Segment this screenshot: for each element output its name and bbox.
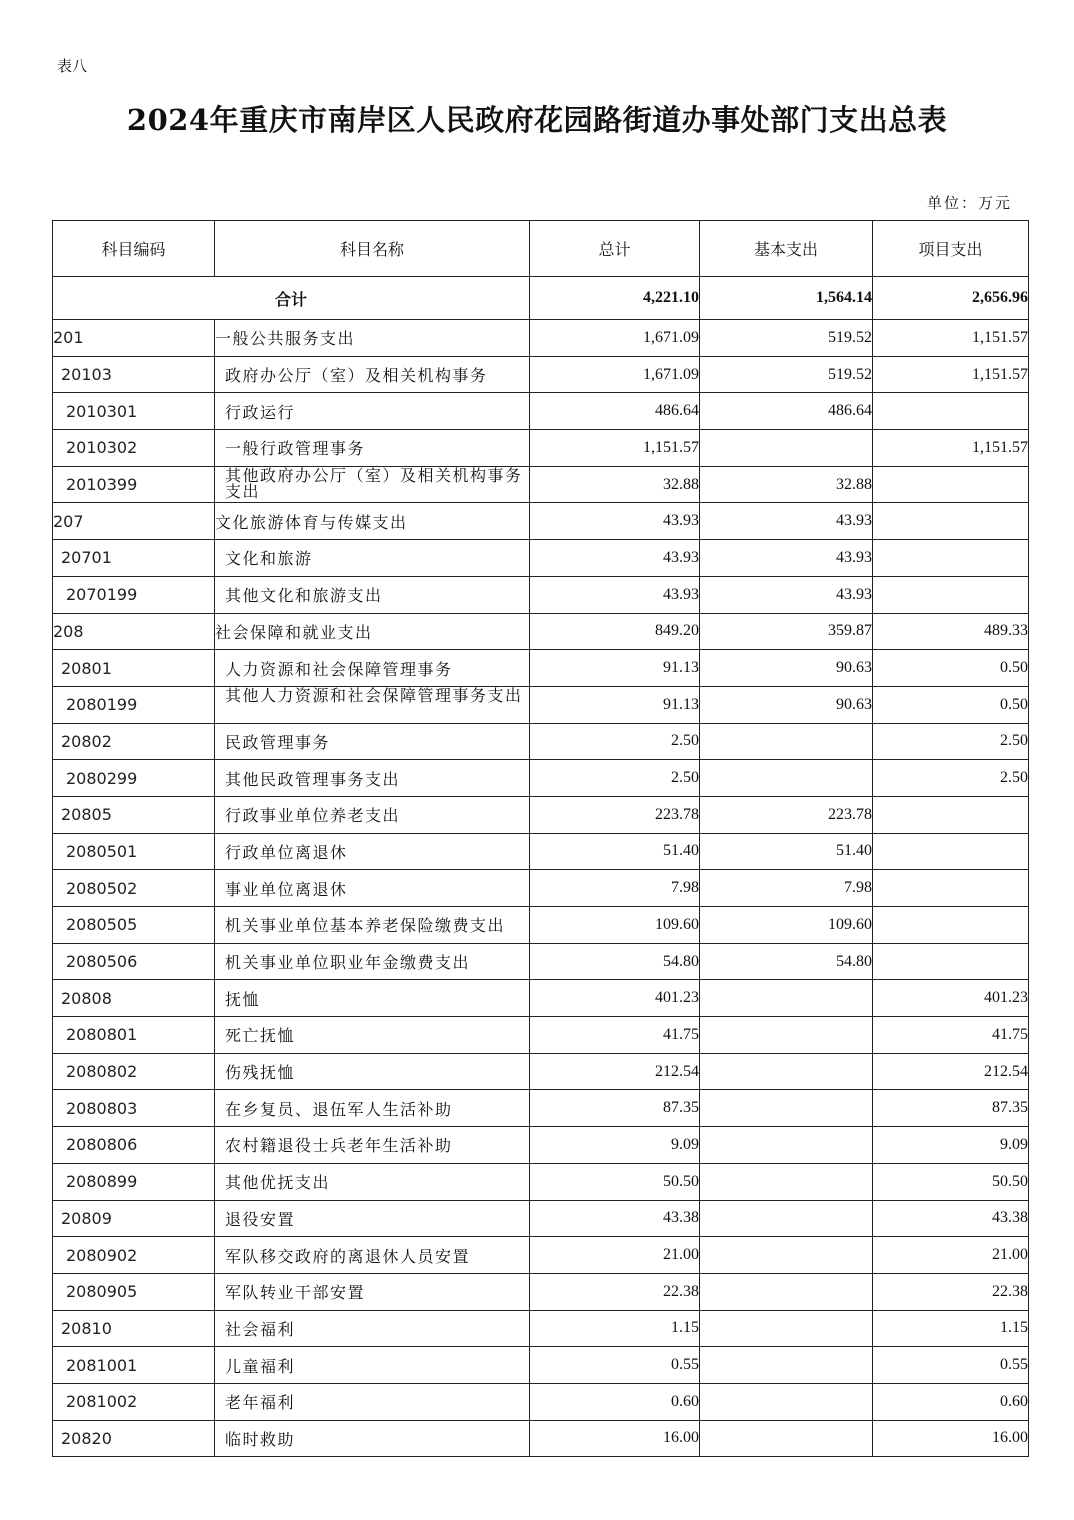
- row-code: 2080501: [53, 833, 215, 870]
- row-total: 50.50: [530, 1163, 700, 1200]
- row-code: 20820: [53, 1420, 215, 1457]
- row-project: 0.55: [873, 1347, 1029, 1384]
- table-row: [53, 1163, 1029, 1200]
- total-project: 2,656.96: [873, 277, 1029, 320]
- table-row: [53, 393, 1029, 430]
- row-name: [215, 503, 530, 540]
- row-code: 2081001: [53, 1347, 215, 1384]
- table-row: [53, 980, 1029, 1017]
- row-name-text: 社会保障和就业支出: [215, 622, 373, 642]
- row-total: 2.50: [530, 723, 700, 760]
- row-project: 1.15: [873, 1310, 1029, 1347]
- row-name-text: 军队转业干部安置: [225, 1283, 366, 1303]
- row-name: [215, 650, 530, 687]
- row-code: 20808: [53, 980, 215, 1017]
- row-code: 2080902: [53, 1237, 215, 1274]
- table-row: [53, 1420, 1029, 1457]
- row-basic: [700, 430, 873, 467]
- row-total: 43.38: [530, 1200, 700, 1237]
- row-project: 87.35: [873, 1090, 1029, 1127]
- row-code: 20701: [53, 540, 215, 577]
- row-code: 2010399: [53, 466, 215, 503]
- row-name: [215, 1347, 530, 1384]
- row-name: [215, 1310, 530, 1347]
- row-total: 91.13: [530, 686, 700, 723]
- total-basic: 1,564.14: [700, 277, 873, 320]
- row-name-text: 伤残抚恤: [225, 1063, 296, 1083]
- table-row: [53, 1273, 1029, 1310]
- row-name-text: 儿童福利: [225, 1356, 296, 1376]
- row-project: [873, 503, 1029, 540]
- row-name-text: 政府办公厅（室）及相关机构事务: [225, 366, 488, 386]
- row-project: [873, 540, 1029, 577]
- row-project: [873, 796, 1029, 833]
- row-code: 2070199: [53, 576, 215, 613]
- table-row: [53, 833, 1029, 870]
- row-name-text: 农村籍退役士兵老年生活补助: [225, 1136, 453, 1156]
- row-name-text: 一般公共服务支出: [215, 329, 356, 349]
- row-project: [873, 943, 1029, 980]
- row-name-text: 文化旅游体育与传媒支出: [215, 512, 408, 532]
- table-row: [53, 1237, 1029, 1274]
- row-basic: 43.93: [700, 503, 873, 540]
- table-row: [53, 796, 1029, 833]
- row-total: 21.00: [530, 1237, 700, 1274]
- total-row: [53, 277, 1029, 320]
- row-code: 2080506: [53, 943, 215, 980]
- table-row: [53, 1200, 1029, 1237]
- row-name-text: 事业单位离退休: [225, 879, 348, 899]
- expenditure-table: [52, 220, 1029, 1457]
- row-name-text: 人力资源和社会保障管理事务: [225, 659, 453, 679]
- row-basic: 223.78: [700, 796, 873, 833]
- row-total: 43.93: [530, 576, 700, 613]
- row-basic: [700, 980, 873, 1017]
- table-row: [53, 723, 1029, 760]
- row-basic: 486.64: [700, 393, 873, 430]
- row-basic: [700, 1127, 873, 1164]
- row-name-text: 机关事业单位基本养老保险缴费支出: [225, 916, 506, 936]
- table-row: [53, 1383, 1029, 1420]
- row-basic: 359.87: [700, 613, 873, 650]
- row-project: 41.75: [873, 1017, 1029, 1054]
- row-name: [215, 540, 530, 577]
- row-total: 0.60: [530, 1383, 700, 1420]
- row-code: 2080803: [53, 1090, 215, 1127]
- row-basic: [700, 1420, 873, 1457]
- row-name-text: 死亡抚恤: [225, 1026, 296, 1046]
- row-name: [215, 943, 530, 980]
- header-name: 科目名称: [215, 221, 530, 277]
- table-row: [53, 466, 1029, 503]
- table-row: [53, 430, 1029, 467]
- row-code: 20810: [53, 1310, 215, 1347]
- row-total: 212.54: [530, 1053, 700, 1090]
- row-name-text: 退役安置: [225, 1209, 296, 1229]
- row-basic: 43.93: [700, 576, 873, 613]
- row-name-text: 其他政府办公厅（室）及相关机构事务支出: [225, 466, 523, 501]
- row-name: [215, 613, 530, 650]
- row-name-text: 其他优抚支出: [225, 1173, 331, 1193]
- row-project: 50.50: [873, 1163, 1029, 1200]
- row-basic: [700, 1237, 873, 1274]
- table-row: [53, 576, 1029, 613]
- row-code: 20805: [53, 796, 215, 833]
- row-code: 2080505: [53, 907, 215, 944]
- row-total: 51.40: [530, 833, 700, 870]
- table-row: [53, 540, 1029, 577]
- row-total: 1,671.09: [530, 320, 700, 357]
- row-name-text: 行政运行: [225, 402, 296, 422]
- row-basic: [700, 723, 873, 760]
- unit-label: 单位：万元: [927, 194, 1013, 212]
- row-name: [215, 1163, 530, 1200]
- row-name-text: 行政事业单位养老支出: [225, 806, 401, 826]
- row-total: 401.23: [530, 980, 700, 1017]
- row-name: [215, 796, 530, 833]
- row-project: 16.00: [873, 1420, 1029, 1457]
- row-total: 7.98: [530, 870, 700, 907]
- row-name: [215, 1237, 530, 1274]
- row-total: 32.88: [530, 466, 700, 503]
- row-code: 2080199: [53, 686, 215, 723]
- row-name: [215, 576, 530, 613]
- row-name: [215, 1420, 530, 1457]
- row-basic: [700, 760, 873, 797]
- row-name-text: 民政管理事务: [225, 732, 331, 752]
- row-total: 54.80: [530, 943, 700, 980]
- table-row: [53, 1053, 1029, 1090]
- row-name: [215, 1127, 530, 1164]
- row-code: 2010302: [53, 430, 215, 467]
- row-basic: 519.52: [700, 320, 873, 357]
- table-row: [53, 1347, 1029, 1384]
- row-code: 2080802: [53, 1053, 215, 1090]
- row-code: 2080801: [53, 1017, 215, 1054]
- row-project: 22.38: [873, 1273, 1029, 1310]
- row-name: [215, 430, 530, 467]
- table-row: [53, 503, 1029, 540]
- table-row: [53, 650, 1029, 687]
- row-basic: [700, 1053, 873, 1090]
- row-project: [873, 393, 1029, 430]
- row-total: 16.00: [530, 1420, 700, 1457]
- table-row: [53, 1310, 1029, 1347]
- row-total: 486.64: [530, 393, 700, 430]
- row-total: 9.09: [530, 1127, 700, 1164]
- row-basic: [700, 1090, 873, 1127]
- row-project: [873, 907, 1029, 944]
- row-project: 1,151.57: [873, 320, 1029, 357]
- table-row: [53, 1127, 1029, 1164]
- row-name-text: 临时救助: [225, 1429, 296, 1449]
- row-project: 2.50: [873, 723, 1029, 760]
- row-basic: 90.63: [700, 686, 873, 723]
- row-code: 2010301: [53, 393, 215, 430]
- row-name: [215, 393, 530, 430]
- row-name: [215, 1273, 530, 1310]
- row-project: [873, 870, 1029, 907]
- row-project: 1,151.57: [873, 356, 1029, 393]
- row-name: [215, 1017, 530, 1054]
- row-basic: [700, 1310, 873, 1347]
- row-project: 0.50: [873, 650, 1029, 687]
- total-label: 合计: [53, 277, 530, 320]
- row-basic: 54.80: [700, 943, 873, 980]
- row-basic: [700, 1200, 873, 1237]
- row-code: 208: [53, 613, 215, 650]
- row-project: 43.38: [873, 1200, 1029, 1237]
- header-total: 总计: [530, 221, 700, 277]
- row-project: 0.50: [873, 686, 1029, 723]
- row-name-text: 军队移交政府的离退休人员安置: [225, 1246, 471, 1266]
- row-project: 21.00: [873, 1237, 1029, 1274]
- row-total: 1,671.09: [530, 356, 700, 393]
- row-code: 2081002: [53, 1383, 215, 1420]
- row-name: [215, 1053, 530, 1090]
- row-name: [215, 1200, 530, 1237]
- row-project: 401.23: [873, 980, 1029, 1017]
- row-name: [215, 723, 530, 760]
- row-name-text: 机关事业单位职业年金缴费支出: [225, 953, 471, 973]
- row-basic: 90.63: [700, 650, 873, 687]
- table-row: [53, 356, 1029, 393]
- row-basic: 43.93: [700, 540, 873, 577]
- header-code: 科目编码: [53, 221, 215, 277]
- row-basic: [700, 1163, 873, 1200]
- row-name-text: 行政单位离退休: [225, 842, 348, 862]
- table-row: [53, 320, 1029, 357]
- row-total: 22.38: [530, 1273, 700, 1310]
- row-basic: 7.98: [700, 870, 873, 907]
- row-name: [215, 907, 530, 944]
- row-name: [215, 870, 530, 907]
- row-name-text: 其他民政管理事务支出: [225, 769, 401, 789]
- sheet-label: 表八: [57, 57, 88, 75]
- header-project: 项目支出: [873, 221, 1029, 277]
- row-project: 2.50: [873, 760, 1029, 797]
- row-name: [215, 1383, 530, 1420]
- row-name: [215, 686, 530, 723]
- row-code: 20802: [53, 723, 215, 760]
- row-project: 9.09: [873, 1127, 1029, 1164]
- table-row: [53, 1017, 1029, 1054]
- row-name: [215, 356, 530, 393]
- row-project: 489.33: [873, 613, 1029, 650]
- row-name: [215, 466, 530, 503]
- row-basic: [700, 1017, 873, 1054]
- row-name: [215, 1090, 530, 1127]
- row-total: 223.78: [530, 796, 700, 833]
- table-row: [53, 907, 1029, 944]
- total-amount: 4,221.10: [530, 277, 700, 320]
- row-project: 1,151.57: [873, 430, 1029, 467]
- table-row: [53, 686, 1029, 723]
- row-code: 201: [53, 320, 215, 357]
- row-name-text: 在乡复员、退伍军人生活补助: [225, 1099, 453, 1119]
- row-code: 2080299: [53, 760, 215, 797]
- row-basic: [700, 1273, 873, 1310]
- row-total: 849.20: [530, 613, 700, 650]
- row-name: [215, 833, 530, 870]
- row-name-text: 其他文化和旅游支出: [225, 586, 383, 606]
- table-row: [53, 1090, 1029, 1127]
- row-project: [873, 466, 1029, 503]
- row-basic: 519.52: [700, 356, 873, 393]
- row-code: 207: [53, 503, 215, 540]
- header-basic: 基本支出: [700, 221, 873, 277]
- row-total: 41.75: [530, 1017, 700, 1054]
- row-name: [215, 980, 530, 1017]
- table-row: [53, 613, 1029, 650]
- row-name: [215, 320, 530, 357]
- row-name-text: 抚恤: [225, 989, 261, 1009]
- row-name-text: 文化和旅游: [225, 549, 313, 569]
- row-total: 43.93: [530, 503, 700, 540]
- row-code: 20801: [53, 650, 215, 687]
- row-basic: [700, 1383, 873, 1420]
- row-total: 1,151.57: [530, 430, 700, 467]
- row-total: 109.60: [530, 907, 700, 944]
- table-row: [53, 870, 1029, 907]
- row-code: 2080905: [53, 1273, 215, 1310]
- row-project: [873, 576, 1029, 613]
- row-basic: 51.40: [700, 833, 873, 870]
- row-name-text: 一般行政管理事务: [225, 439, 366, 459]
- row-project: 0.60: [873, 1383, 1029, 1420]
- table-row: [53, 760, 1029, 797]
- row-total: 1.15: [530, 1310, 700, 1347]
- row-code: 20103: [53, 356, 215, 393]
- row-code: 2080899: [53, 1163, 215, 1200]
- row-name-text: 其他人力资源和社会保障管理事务支出: [225, 686, 523, 705]
- table-header-row: [53, 221, 1029, 277]
- row-project: 212.54: [873, 1053, 1029, 1090]
- row-name-text: 老年福利: [225, 1393, 296, 1413]
- row-basic: 109.60: [700, 907, 873, 944]
- row-total: 87.35: [530, 1090, 700, 1127]
- row-project: [873, 833, 1029, 870]
- row-code: 20809: [53, 1200, 215, 1237]
- page-title: 2024年重庆市南岸区人民政府花园路街道办事处部门支出总表: [126, 103, 948, 137]
- row-total: 0.55: [530, 1347, 700, 1384]
- row-code: 2080502: [53, 870, 215, 907]
- row-name-text: 社会福利: [225, 1319, 296, 1339]
- row-name: [215, 760, 530, 797]
- row-code: 2080806: [53, 1127, 215, 1164]
- row-basic: 32.88: [700, 466, 873, 503]
- row-total: 43.93: [530, 540, 700, 577]
- table-row: [53, 943, 1029, 980]
- row-total: 91.13: [530, 650, 700, 687]
- row-total: 2.50: [530, 760, 700, 797]
- row-basic: [700, 1347, 873, 1384]
